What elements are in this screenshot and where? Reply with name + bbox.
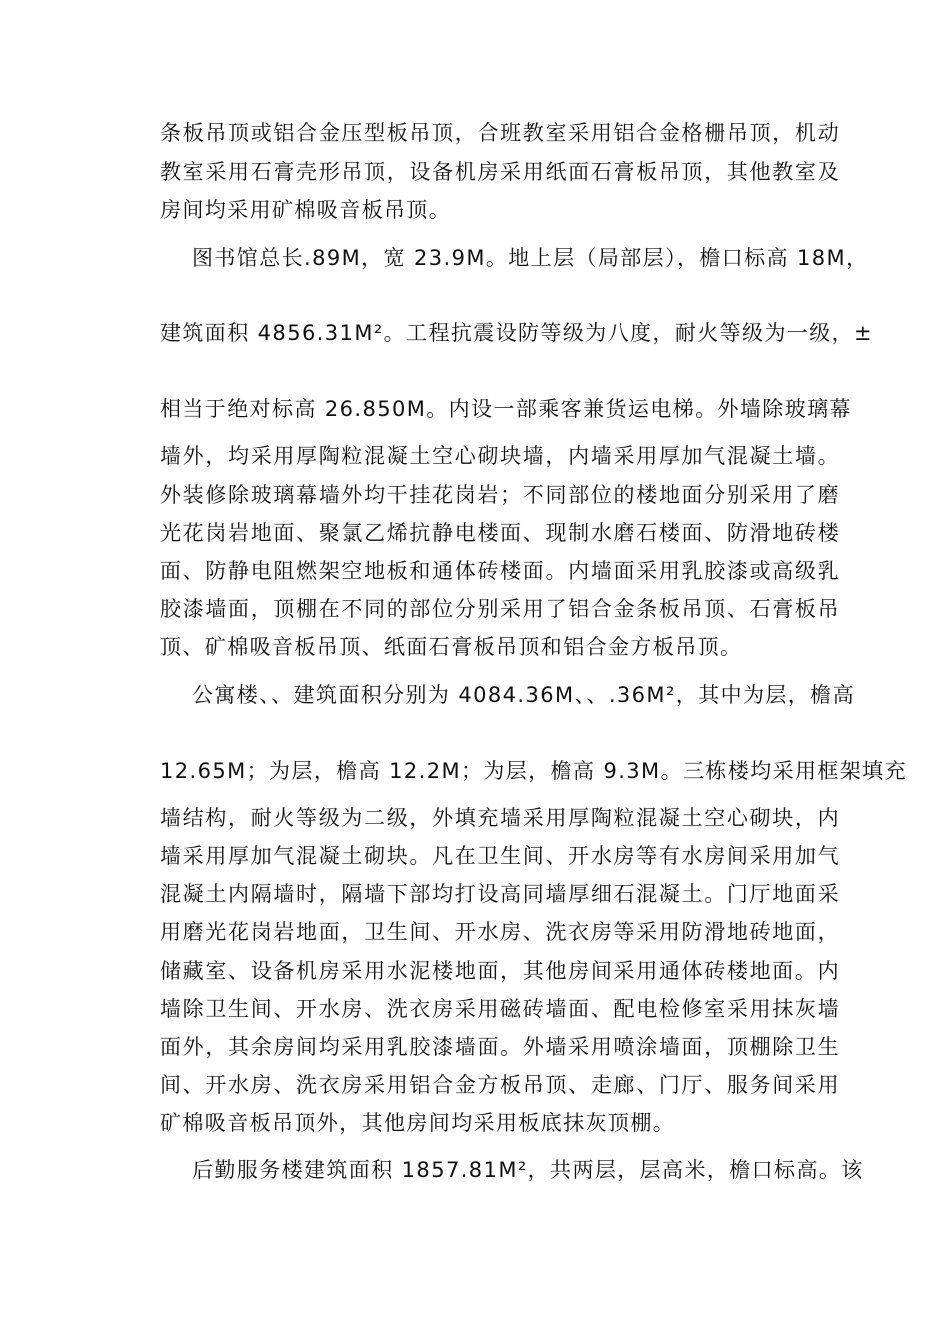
text-line: 储藏室、设备机房采用水泥楼地面，其他房间采用通体砖楼地面。内	[160, 959, 840, 983]
text-line: 12.65M；为层，檐高 12.2M；为层，檐高 9.3M。三栋楼均采用框架填充	[160, 759, 907, 783]
text-line: 胶漆墙面，顶棚在不同的部位分别采用了铝合金条板吊顶、石膏板吊	[160, 597, 840, 621]
text-line: 墙除卫生间、开水房、洗衣房采用磁砖墙面、配电检修室采用抹灰墙	[160, 997, 840, 1021]
text-line: 教室采用石膏壳形吊顶，设备机房采用纸面石膏板吊顶，其他教室及	[160, 160, 840, 184]
text-line: 光花岗岩地面、聚氯乙烯抗静电楼面、现制水磨石楼面、防滑地砖楼	[160, 521, 840, 545]
text-line: 相当于绝对标高 26.850M。内设一部乘客兼货运电梯。外墙除玻璃幕	[160, 397, 852, 421]
text-line: 建筑面积 4856.31M²。工程抗震设防等级为八度，耐火等级为一级，±	[160, 321, 874, 345]
text-line: 面、防静电阻燃架空地板和通体砖楼面。内墙面采用乳胶漆或高级乳	[160, 559, 840, 583]
text-line: 顶、矿棉吸音板吊顶、纸面石膏板吊顶和铝合金方板吊顶。	[160, 635, 743, 659]
text-line: 用磨光花岗岩地面，卫生间、开水房、洗衣房等采用防滑地砖地面，	[160, 920, 840, 944]
text-line: 矿棉吸音板吊顶外，其他房间均采用板底抹灰顶棚。	[160, 1111, 676, 1135]
text-line: 房间均采用矿棉吸音板吊顶。	[160, 198, 452, 222]
text-line: 墙外，均采用厚陶粒混凝土空心砌块墙，内墙采用厚加气混凝土墙。	[160, 444, 840, 468]
text-line: 墙采用厚加气混凝土砌块。凡在卫生间、开水房等有水房间采用加气	[160, 844, 840, 868]
text-line: 外装修除玻璃幕墙外均干挂花岗岩；不同部位的楼地面分别采用了磨	[160, 483, 840, 507]
text-line: 图书馆总长.89M，宽 23.9M。地上层（局部层），檐口标高 18M，	[192, 246, 869, 270]
text-line: 后勤服务楼建筑面积 1857.81M²，共两层，层高米，檐口标高。该	[192, 1158, 864, 1182]
text-line: 间、开水房、洗衣房采用铝合金方板吊顶、走廊、门厅、服务间采用	[160, 1073, 840, 1097]
text-line: 面外，其余房间均采用乳胶漆墙面。外墙采用喷涂墙面，顶棚除卫生	[160, 1035, 840, 1059]
text-line: 条板吊顶或铝合金压型板吊顶，合班教室采用铝合金格栅吊顶，机动	[160, 121, 840, 145]
text-line: 墙结构，耐火等级为二级，外填充墙采用厚陶粒混凝土空心砌块，内	[160, 806, 840, 830]
text-line: 公寓楼、、建筑面积分别为 4084.36M、、.36M²，其中为层，檐高	[192, 683, 855, 707]
text-line: 混凝土内隔墙时，隔墙下部均打设高同墙厚细石混凝土。门厅地面采	[160, 882, 840, 906]
